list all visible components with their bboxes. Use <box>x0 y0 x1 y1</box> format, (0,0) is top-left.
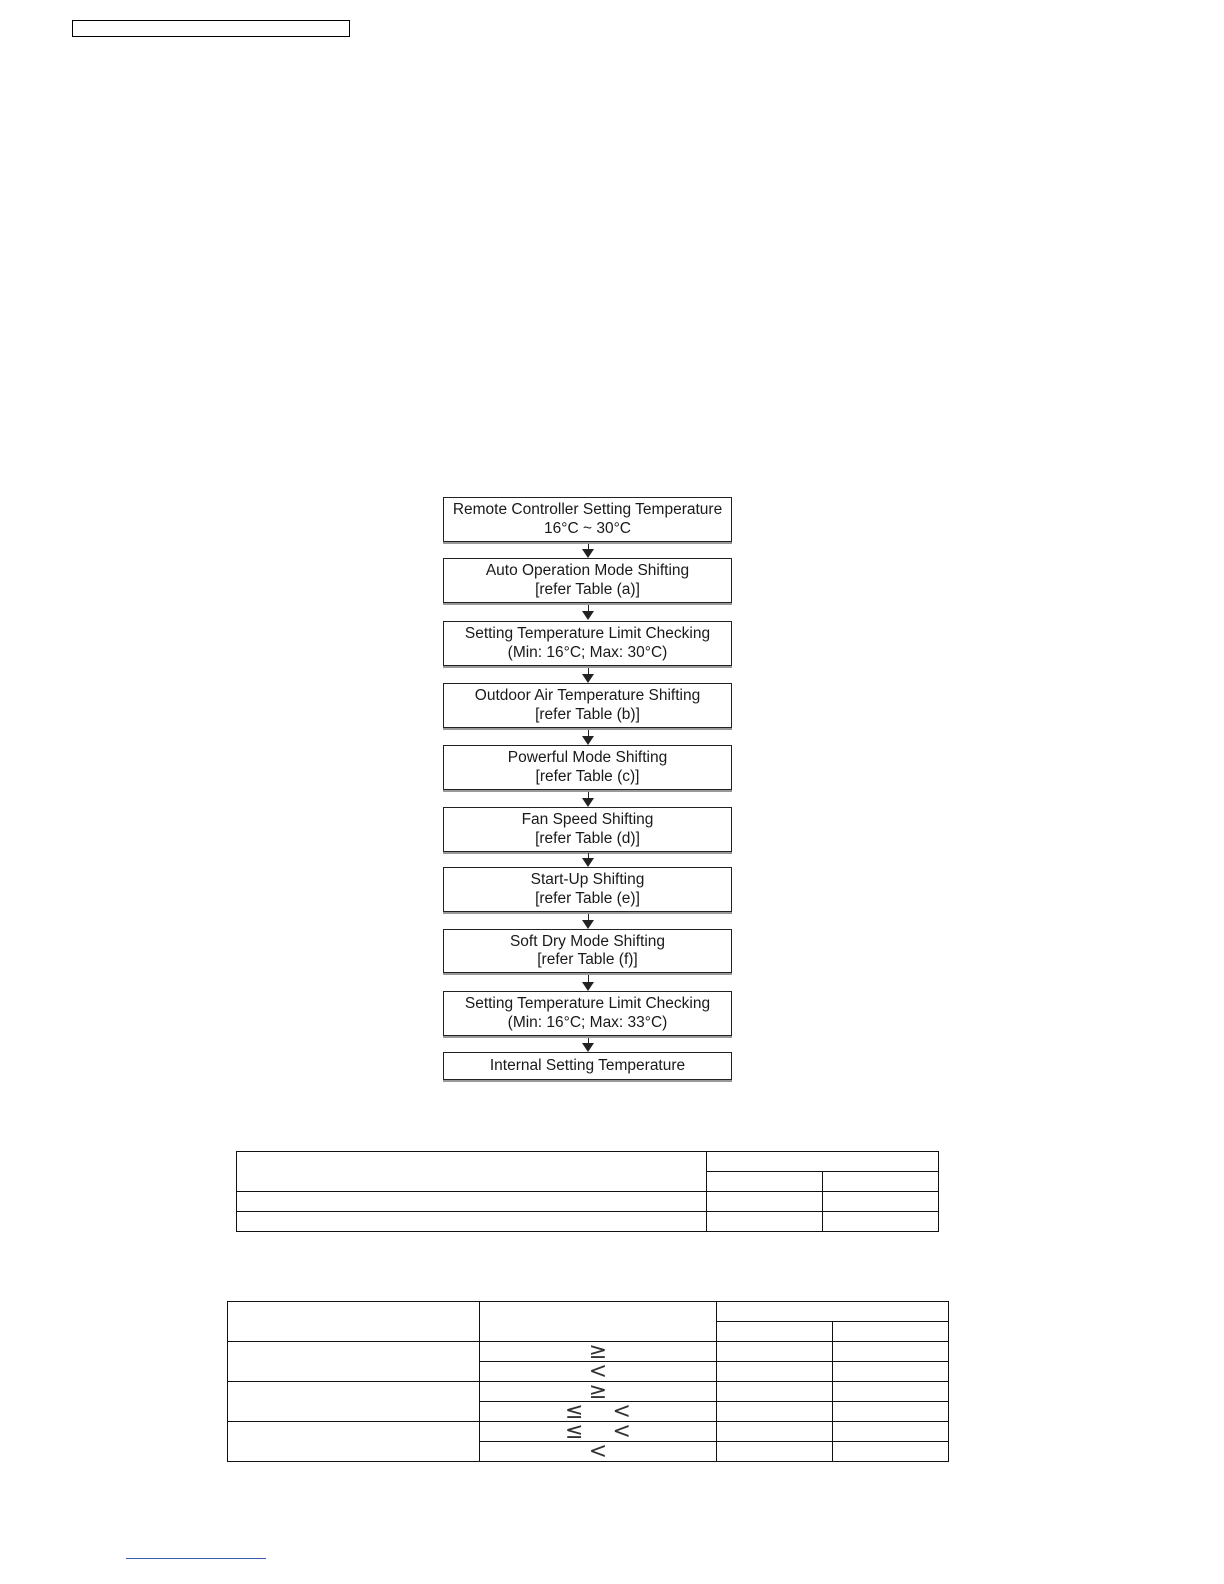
flow-step-title: Outdoor Air Temperature Shifting <box>474 687 701 704</box>
table-cell <box>717 1322 833 1342</box>
table-cell <box>707 1212 823 1232</box>
flow-arrow <box>582 792 594 807</box>
table-cell <box>823 1192 939 1212</box>
table-cell <box>237 1192 707 1212</box>
table-cell <box>833 1422 949 1442</box>
table-cell <box>833 1322 949 1342</box>
table-cell <box>717 1422 833 1442</box>
flow-step-title: Setting Temperature Limit Checking <box>464 625 711 642</box>
table-cell <box>717 1382 833 1402</box>
table-cell <box>717 1402 833 1422</box>
flow-step-title: Remote Controller Setting Temperature <box>452 501 723 518</box>
flow-step-title: Soft Dry Mode Shifting <box>509 932 666 950</box>
condition-symbol-text: ≥ <box>588 1378 608 1404</box>
flow-step-title: Internal Setting Temperature <box>489 1056 686 1074</box>
table-a-empty-grid <box>236 1151 939 1232</box>
flow-arrow <box>582 975 594 991</box>
table-cell <box>228 1302 480 1342</box>
flow-step-title: Auto Operation Mode Shifting <box>485 562 690 579</box>
flow-step-start-up <box>443 867 732 912</box>
table-cell <box>479 1302 717 1342</box>
flow-step-internal-setting <box>443 1052 732 1080</box>
condition-symbol-text: ≥ <box>588 1338 608 1364</box>
flow-step-detail: (Min: 16°C; Max: 33°C) <box>507 1013 668 1031</box>
flow-step-detail: [refer Table (e)] <box>535 889 640 907</box>
flow-step-detail: [refer Table (d)] <box>535 829 640 847</box>
flow-step-detail: [refer Table (b)] <box>535 705 640 723</box>
flow-step-title: Setting Temperature Limit Checking <box>464 995 711 1012</box>
flow-step-detail: (Min: 16°C; Max: 30°C) <box>507 643 668 661</box>
table-cell <box>228 1422 480 1462</box>
condition-symbol-text: < <box>588 1438 608 1464</box>
flow-step-limit-check-1 <box>443 621 732 666</box>
flow-step-detail: 16°C ~ 30°C <box>544 519 631 537</box>
table-cell <box>717 1342 833 1362</box>
flow-arrow <box>582 605 594 620</box>
table-b-outdoor-air-grid <box>227 1301 949 1462</box>
table-cell <box>717 1442 833 1462</box>
table-cell <box>707 1172 823 1192</box>
flow-arrow <box>582 544 594 558</box>
table-cell <box>228 1382 480 1422</box>
table-cell <box>717 1302 949 1322</box>
flow-step-powerful-mode <box>443 745 732 790</box>
flow-step-limit-check-2 <box>443 991 732 1036</box>
flow-step-title: Start-Up Shifting <box>530 871 645 888</box>
flow-arrow <box>582 1038 594 1052</box>
flow-arrow <box>582 914 594 929</box>
table-cell <box>833 1402 949 1422</box>
flow-step-title: Fan Speed Shifting <box>521 811 654 828</box>
flow-step-fan-speed <box>443 807 732 852</box>
condition-symbol-text: < <box>588 1358 608 1384</box>
condition-symbol <box>479 1438 717 1464</box>
table-cell <box>717 1362 833 1382</box>
flow-step-auto-operation-mode <box>443 558 732 603</box>
flow-step-detail: [refer Table (c)] <box>535 767 640 785</box>
condition-symbol-text: ≤ < <box>565 1418 631 1444</box>
flow-step-soft-dry <box>443 929 732 973</box>
table-cell <box>823 1212 939 1232</box>
flow-step-detail: [refer Table (f)] <box>537 951 638 968</box>
table-cell <box>707 1152 939 1172</box>
footer-link-underline[interactable] <box>126 1558 266 1559</box>
flow-step-outdoor-air-shifting <box>443 683 732 728</box>
flow-arrow <box>582 853 594 867</box>
table-cell <box>833 1442 949 1462</box>
flow-arrow <box>582 668 594 683</box>
table-cell <box>833 1362 949 1382</box>
table-cell <box>228 1342 480 1382</box>
condition-symbol-text: ≤ < <box>565 1398 631 1424</box>
flow-step-remote-controller-setting <box>443 497 732 542</box>
table-cell <box>237 1212 707 1232</box>
table-cell <box>833 1342 949 1362</box>
flow-step-detail: [refer Table (a)] <box>535 580 640 598</box>
flow-step-title: Powerful Mode Shifting <box>507 749 668 766</box>
table-cell <box>833 1382 949 1402</box>
table-cell <box>707 1192 823 1212</box>
table-cell <box>823 1172 939 1192</box>
table-cell <box>237 1152 707 1192</box>
flow-arrow <box>582 730 594 745</box>
